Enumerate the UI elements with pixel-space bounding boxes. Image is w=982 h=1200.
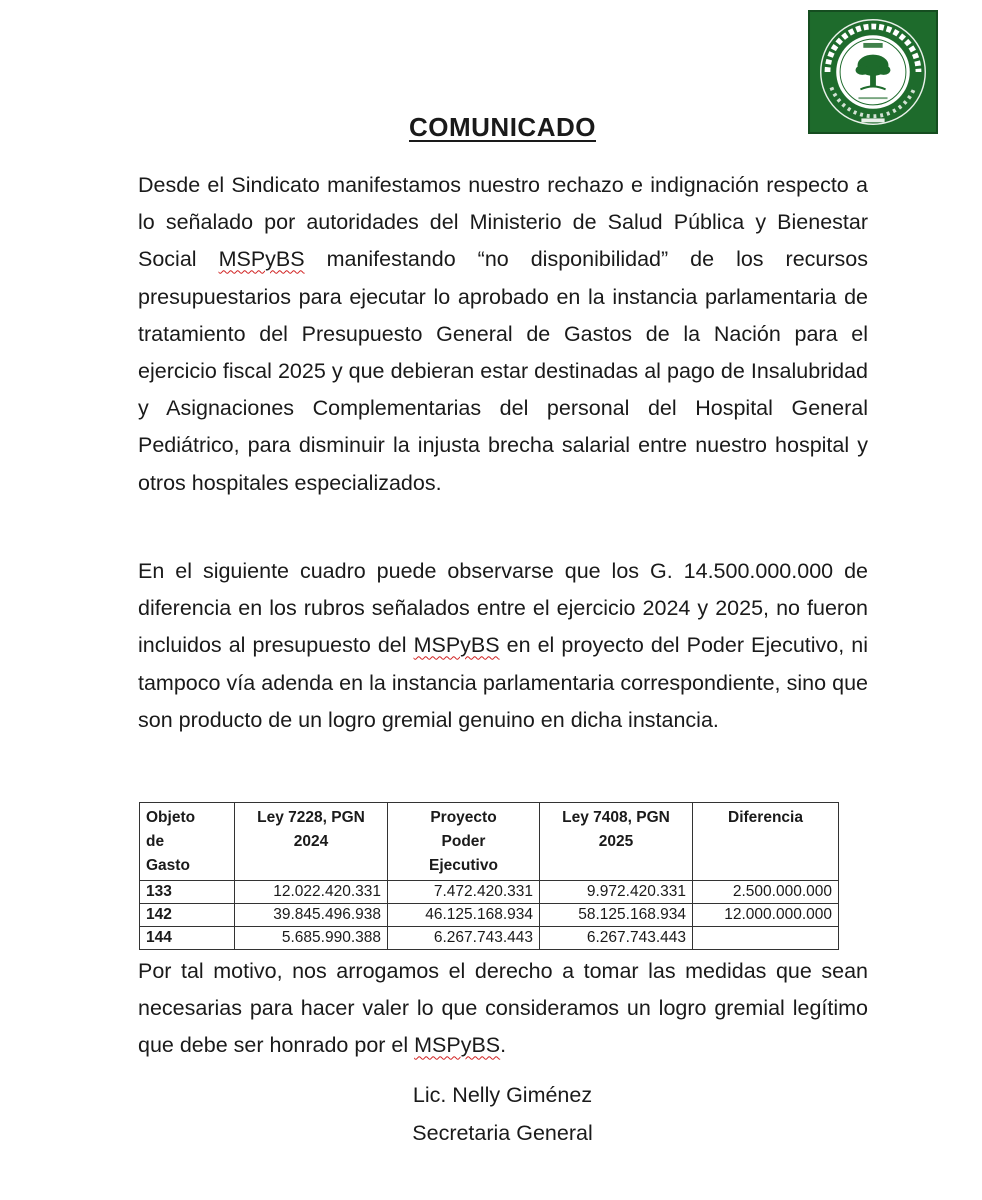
cell-proyecto: 6.267.743.443 (388, 927, 540, 950)
signature-block (0, 1077, 982, 1152)
paragraph-2-text-b: en el proyecto del Poder Ejecutivo, ni tampoco vía adenda en la instancia parlamentaria correspondiente, sino que son producto de un logro gremial genuino en dicha instancia. (138, 633, 869, 732)
header-objeto-line: Objeto (146, 809, 196, 826)
paragraph-3 (138, 953, 868, 1065)
paragraph-3-text-a: Por tal motivo, nos arrogamos el derecho a tomar las medidas que sean necesarias para hacer valer lo que consideramos un logro gremial legítimo que debe ser honrado por el (138, 959, 868, 1058)
signatory-role: Secretaria General (412, 1120, 593, 1145)
budget-table (139, 802, 839, 950)
cell-proyecto: 46.125.168.934 (388, 904, 540, 927)
header-diferencia: Diferencia (693, 803, 839, 881)
header-ley-2025-line: 2025 (598, 833, 634, 850)
paragraph-1-acronym: MSPyBS (218, 247, 305, 272)
paragraph-3-text-b: . (500, 1033, 507, 1058)
paragraph-2-text-a: En el siguiente cuadro puede observarse que los G. 14.500.000.000 de diferencia en los rubros señalados entre el ejercicio 2024 y 2025, no fueron incluidos al presupuesto del (138, 559, 868, 658)
document-title: COMUNICADO (409, 112, 596, 142)
table-row (140, 881, 839, 904)
cell-proyecto: 7.472.420.331 (388, 881, 540, 904)
cell-ley-2025: 58.125.168.934 (540, 904, 693, 927)
table-row (140, 904, 839, 927)
header-ley-2024 (235, 803, 388, 881)
header-proyecto-line: Poder (441, 833, 486, 850)
paragraph-1-text-a: Desde el Sindicato manifestamos nuestro rechazo e indignación respecto a lo señalado por autoridades del Ministerio de Salud Pública y Bienestar Social (138, 173, 868, 272)
header-ley-2025-line: Ley 7408, PGN (562, 809, 670, 826)
cell-diferencia: 2.500.000.000 (693, 881, 839, 904)
paragraph-3-acronym: MSPyBS (414, 1033, 501, 1058)
header-ley-2024-line: 2024 (293, 833, 329, 850)
cell-objeto: 133 (140, 881, 235, 904)
header-ley-2024-line: Ley 7228, PGN (257, 809, 365, 826)
cell-ley-2024: 5.685.990.388 (235, 927, 388, 950)
cell-diferencia: 12.000.000.000 (693, 904, 839, 927)
paragraph-1-text-b: manifestando “no disponibilidad” de los recursos presupuestarios para ejecutar lo aprobado en la instancia parlamentaria de tratamiento del Presupuesto General de Gastos de la Nación para el ejercicio fiscal 2025 y que debieran estar destinadas al pago de Insalubridad y Asignaciones Complementarias del personal del Hospital General Pediátrico, para disminuir la injusta brecha salarial entre nuestro hospital y otros hospitales especializados. (138, 247, 868, 495)
cell-ley-2025: 9.972.420.331 (540, 881, 693, 904)
table-header-row (140, 803, 839, 881)
signatory-name: Lic. Nelly Giménez (412, 1083, 593, 1107)
cell-diferencia (693, 927, 839, 950)
paragraph-2 (138, 553, 868, 739)
header-objeto (140, 803, 235, 881)
header-ley-2025 (540, 803, 693, 881)
cell-ley-2025: 6.267.743.443 (540, 927, 693, 950)
cell-ley-2024: 39.845.496.938 (235, 904, 388, 927)
header-proyecto (388, 803, 540, 881)
paragraph-1 (138, 167, 868, 502)
cell-objeto: 142 (140, 904, 235, 927)
header-proyecto-line: Ejecutivo (429, 857, 498, 874)
cell-objeto: 144 (140, 927, 235, 950)
header-objeto-line: de (146, 833, 165, 850)
header-proyecto-line: Proyecto (430, 809, 497, 826)
cell-ley-2024: 12.022.420.331 (235, 881, 388, 904)
header-objeto-line: Gasto (146, 857, 190, 874)
paragraph-2-acronym: MSPyBS (413, 633, 500, 658)
table-row (140, 927, 839, 950)
